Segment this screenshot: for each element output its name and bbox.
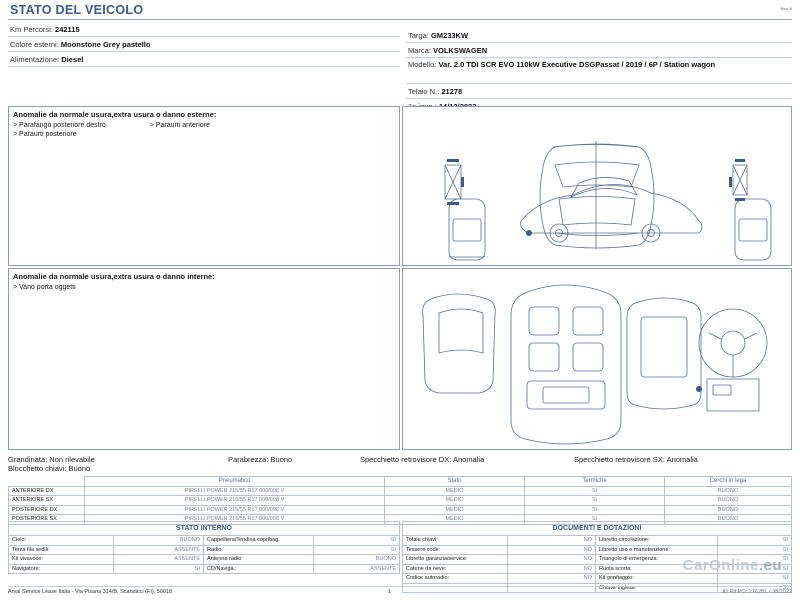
document-value: SI [718, 545, 792, 555]
tyre-thermal: Si [525, 515, 665, 525]
table-row [403, 574, 792, 584]
info-value: Diesel [61, 55, 84, 64]
external-damage-panel [8, 106, 400, 266]
interior-value: SI [314, 545, 400, 555]
condition-label: Parabrezza: [228, 455, 269, 464]
car-interior-diagram [403, 269, 791, 449]
tyre-spec: PIRELLI POWER 215/55 R17 000/098 V [85, 496, 385, 506]
internal-damage-panel [8, 268, 400, 450]
document-value: NO [508, 564, 596, 574]
document-label: Ruota scorta: [596, 564, 718, 574]
info-label: Modello: [408, 60, 437, 69]
table-row [9, 564, 400, 574]
damage-item: > Paraurti posteriore [13, 131, 77, 138]
car-exterior-diagram [403, 107, 791, 265]
interior-value: ASSENTE [114, 555, 204, 565]
interior-title: STATO INTERNO [9, 522, 400, 536]
interior-section [8, 521, 400, 574]
info-row [8, 52, 400, 67]
condition-value: Buono [68, 464, 91, 473]
footer-reference: ID Rif.PO: 2762BL / 38/2022 [722, 589, 792, 595]
condition-value: Anomalia [666, 455, 698, 464]
document-label: Codice autoradio: [403, 574, 508, 584]
table-row [9, 486, 792, 496]
vehicle-info-block [8, 22, 792, 94]
damage-item: > Vano porta oggetti [13, 284, 76, 291]
info-label: Km Percorsi: [10, 25, 53, 34]
document-value: SI [718, 574, 792, 584]
tyre-state: MEDIO [385, 496, 525, 506]
table-row [403, 536, 792, 546]
tyre-thermal: Si [525, 505, 665, 515]
tyre-state: MEDIO [385, 486, 525, 496]
interior-label: CD/Naviga.: [204, 564, 314, 574]
info-row [406, 28, 792, 43]
info-value: 21278 [441, 87, 463, 96]
document-value: SI [718, 583, 792, 593]
tyre-thermal: Si [525, 486, 665, 496]
condition-value: Anomalia [452, 455, 485, 464]
info-value: Moonstone Grey pastello [60, 40, 151, 49]
info-row [406, 43, 792, 58]
table-row [9, 545, 400, 555]
document-label: Tessere code: [403, 545, 508, 555]
info-value: 242115 [55, 25, 80, 34]
tyre-position: ANTERIORE DX [9, 486, 85, 496]
tyre-rim: BUONO [665, 496, 792, 506]
tyres-col-tyre: Pneumatico [85, 477, 385, 487]
tyres-col-thermal: Termiche [525, 477, 665, 487]
table-row [9, 496, 792, 506]
revision-label: Rev. A [780, 6, 792, 11]
table-row [403, 545, 792, 555]
condition-value: Buono [270, 455, 293, 464]
interior-value: ASSENTE [114, 545, 204, 555]
documents-title: DOCUMENTI E DOTAZIONI [403, 522, 792, 536]
tyre-spec: PIRELLI POWER 215/55 R17 000/098 V [85, 486, 385, 496]
tyres-col-rim: Cerchi in lega [665, 477, 792, 487]
tyre-rim: BUONO [665, 515, 792, 525]
document-value: SI [718, 555, 792, 565]
table-header-row [9, 522, 400, 536]
interior-label: Antenna radio: [204, 555, 314, 565]
interior-label: Navigatore: [9, 564, 114, 574]
watermark-suffix: .eu [758, 557, 782, 574]
condition-label: Blocchetto chiavi: [8, 464, 67, 473]
document-label: Libretto uso e manutenzione: [596, 545, 718, 555]
document-label: Chiave inglese: [596, 583, 718, 593]
info-label: Telaio N.: [408, 87, 440, 96]
table-row [9, 536, 400, 546]
document-label: Libretto circolazione: [596, 536, 718, 546]
external-damage-title: Anomalie da normale usura,extra usura o danno esterne: [13, 110, 217, 119]
tyre-state: MEDIO [385, 515, 525, 525]
tyre-spec: PIRELLI POWER 215/55 R17 000/098 V [85, 505, 385, 515]
document-label: Triangolo di emergenza: [596, 555, 718, 565]
interior-label: Cappelliera/Tendina copribag. [204, 536, 314, 546]
document-value: NO [508, 536, 596, 546]
interior-value: BUONO [314, 555, 400, 565]
info-label: Targa: [408, 31, 429, 40]
external-damage-list [9, 121, 399, 139]
document-label: Kit gonfiaggio: [596, 574, 718, 584]
interior-value: SI [114, 564, 204, 574]
interior-label: Terza fila sedili: [9, 545, 114, 555]
internal-diagram-panel [402, 268, 792, 450]
info-row [406, 84, 792, 99]
vehicle-info-right [406, 28, 792, 114]
condition-value: Non rilevabile [49, 455, 95, 464]
tyre-rim: BUONO [665, 505, 792, 515]
page-number: 1 [388, 589, 392, 595]
tyre-position: POSTERIORE DX [9, 505, 85, 515]
internal-damage-title: Anomalie da normale usura,extra usura o danno interne: [13, 272, 215, 281]
vehicle-info-left [8, 22, 400, 67]
interior-value: ASSENTE [314, 564, 400, 574]
document-value: NO [508, 545, 596, 555]
info-label: Colore esterni: [10, 40, 59, 49]
interior-value: BUONO [114, 536, 204, 546]
tyre-spec: PIRELLI POWER 215/55 R17 000/098 V [85, 515, 385, 525]
title-divider [8, 19, 792, 20]
conditions-row [8, 455, 792, 477]
table-row [9, 555, 400, 565]
document-label: Totale chiavi: [403, 536, 508, 546]
interior-label: Kit vivavoce: [9, 555, 114, 565]
page-title: STATO DEL VEICOLO [10, 3, 144, 17]
watermark-text: CarOnline [682, 557, 759, 574]
document-value: NO [508, 555, 596, 565]
document-label: Libretto garanzia/service: [403, 555, 508, 565]
tyres-table [8, 476, 792, 525]
interior-label: Radio: [204, 545, 314, 555]
internal-damage-list [9, 283, 399, 292]
document-value: SI [718, 536, 792, 546]
info-value: Var. 2.0 TDI SCR EVO 110kW Executive DSGPassat / 2019 / 6P / Station wagon [438, 60, 716, 69]
condition-label: Specchietto retrovisore SX: [574, 455, 665, 464]
watermark [683, 557, 782, 574]
document-label: Catene da neve: [403, 564, 508, 574]
tyres-col-blank [9, 477, 85, 487]
condition-label: Grandinata: [8, 455, 48, 464]
condition-label: Specchietto retrovisore DX: [360, 455, 452, 464]
external-diagram-panel [402, 106, 792, 266]
info-row [8, 37, 400, 52]
table-row [9, 505, 792, 515]
footer-company: Arval Service Lease Italia - Via Pisana 314/B, Scandicci (FI), 50018 [8, 589, 173, 595]
tyre-thermal: Si [525, 496, 665, 506]
document-value: SI [718, 564, 792, 574]
tyre-state: MEDIO [385, 505, 525, 515]
info-row [406, 58, 792, 84]
tyre-position: ANTERIORE SX [9, 496, 85, 506]
table-header-row [9, 477, 792, 487]
info-label: Alimentazione: [10, 55, 60, 64]
document-value: NO [508, 574, 596, 584]
info-label: Marca: [408, 46, 431, 55]
damage-item: > Parafango posteriore destro [13, 122, 106, 129]
tyres-col-state: Stato [385, 477, 525, 487]
tyre-position: POSTERIORE SX [9, 515, 85, 525]
interior-value: SI [314, 536, 400, 546]
info-row [8, 22, 400, 37]
tyre-rim: BUONO [665, 486, 792, 496]
info-value: GM233KW [430, 31, 469, 40]
damage-item: > Paraurti anteriore [149, 122, 210, 129]
info-value: VOLKSWAGEN [433, 46, 488, 55]
table-header-row [403, 522, 792, 536]
interior-label: Cielo: [9, 536, 114, 546]
